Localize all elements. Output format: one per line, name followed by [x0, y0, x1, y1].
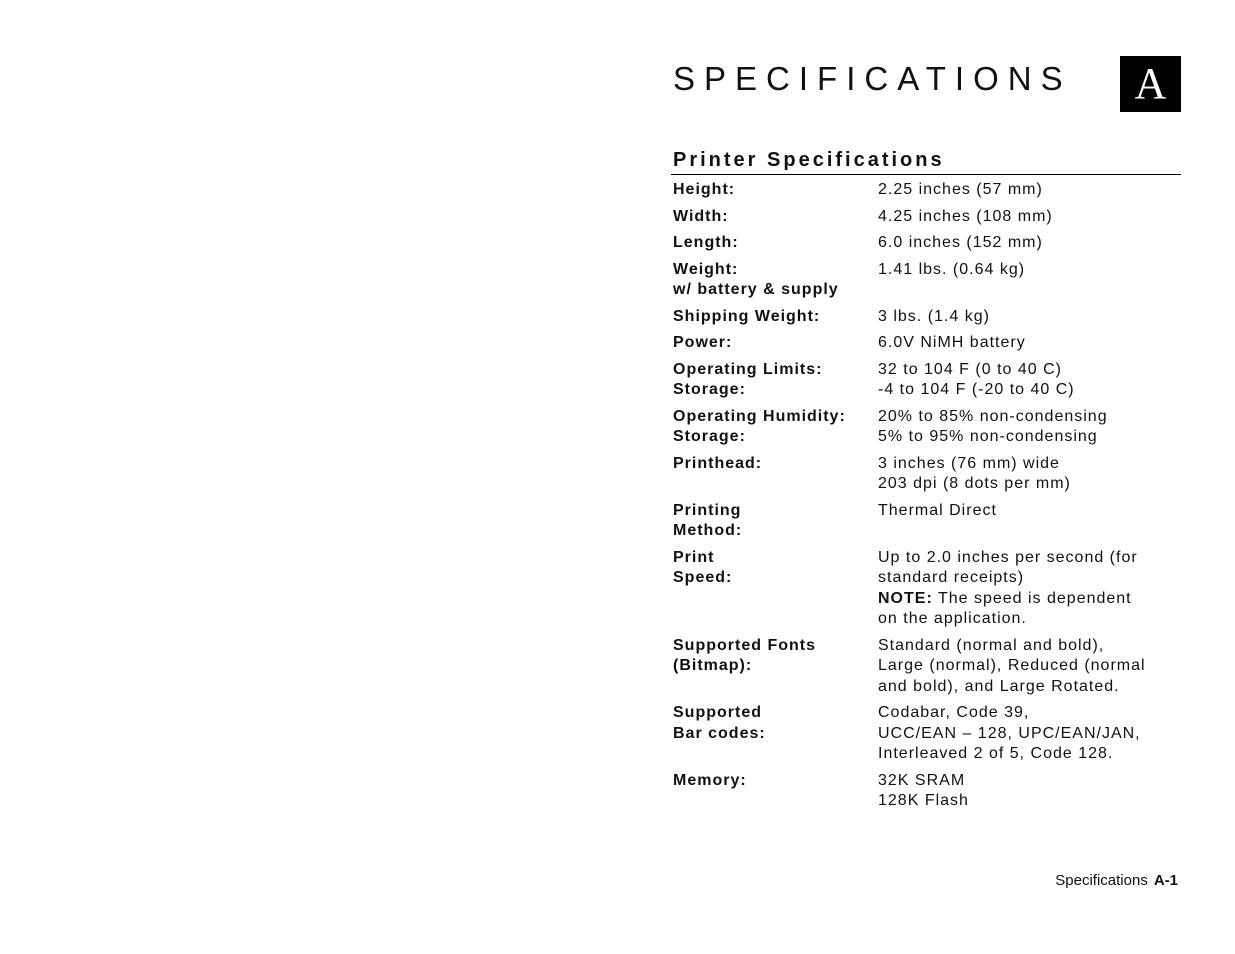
spec-row-length	[673, 233, 1179, 254]
chapter-title: SPECIFICATIONS	[673, 60, 1072, 97]
spec-value: Thermal Direct	[878, 501, 997, 519]
spec-label: Length:	[673, 234, 739, 251]
spec-label: Height:	[673, 181, 736, 198]
spec-value-group	[878, 548, 1179, 630]
spec-table	[673, 180, 1179, 818]
spec-value: Standard (normal and bold), Large (normal), Reduced (normal and bold), and Large Rotated.	[878, 636, 1146, 695]
spec-value: 3 inches (76 mm) wide 203 dpi (8 dots per mm)	[878, 454, 1071, 492]
spec-value: 6.0V NiMH battery	[878, 334, 1026, 351]
note-label: NOTE:	[878, 589, 933, 607]
spec-label: Width:	[673, 207, 729, 225]
spec-row-shipping-weight	[673, 307, 1179, 328]
spec-value: 32 to 104 F (0 to 40 C) -4 to 104 F (-20 to 40 C)	[878, 360, 1075, 398]
spec-row-printhead	[673, 454, 1179, 495]
spec-label: Power:	[673, 334, 733, 351]
spec-value: 2.25 inches (57 mm)	[878, 181, 1043, 198]
section-title: Printer Specifications	[673, 149, 945, 171]
spec-value: Up to 2.0 inches per second (for standard receipts)	[878, 548, 1138, 586]
spec-row-width	[673, 207, 1179, 228]
spec-label: Operating Humidity: Storage:	[673, 407, 846, 445]
page-footer	[1055, 872, 1178, 890]
spec-row-print-speed	[673, 548, 1179, 630]
spec-row-weight	[673, 260, 1179, 301]
spec-row-operating-limits	[673, 360, 1179, 401]
spec-row-power	[673, 333, 1179, 354]
spec-row-printing-method	[673, 501, 1179, 542]
spec-value: 6.0 inches (152 mm)	[878, 234, 1043, 251]
note-text: The speed is dependent on the application.	[878, 589, 1132, 627]
page-number: A-1	[1153, 872, 1178, 889]
footer-section-name: Specifications	[1055, 872, 1148, 889]
spec-value: 32K SRAM 128K Flash	[878, 771, 969, 809]
chapter-tab: A	[1120, 56, 1181, 112]
spec-value: 3 lbs. (1.4 kg)	[878, 307, 990, 325]
spec-label: Operating Limits: Storage:	[673, 360, 823, 398]
spec-label: Memory:	[673, 771, 747, 789]
spec-label: Printing Method:	[673, 501, 743, 539]
spec-label: Weight: w/ battery & supply	[673, 260, 839, 298]
spec-row-supported-bar-codes	[673, 703, 1179, 765]
spec-row-operating-humidity	[673, 407, 1179, 448]
spec-row-memory	[673, 771, 1179, 812]
spec-label: Print Speed:	[673, 548, 733, 586]
spec-value: 1.41 lbs. (0.64 kg)	[878, 260, 1026, 278]
spec-row-supported-fonts	[673, 636, 1179, 698]
section-divider	[671, 174, 1181, 175]
spec-label: Supported Bar codes:	[673, 704, 766, 742]
spec-value: 4.25 inches (108 mm)	[878, 207, 1053, 225]
spec-value: Codabar, Code 39, UCC/EAN – 128, UPC/EAN/JAN, Interleaved 2 of 5, Code 128.	[878, 704, 1141, 762]
spec-value: 20% to 85% non-condensing 5% to 95% non-condensing	[878, 407, 1108, 445]
spec-label: Printhead:	[673, 454, 763, 472]
spec-row-height	[673, 180, 1179, 201]
spec-label: Shipping Weight:	[673, 307, 821, 325]
spec-label: Supported Fonts (Bitmap):	[673, 636, 816, 674]
